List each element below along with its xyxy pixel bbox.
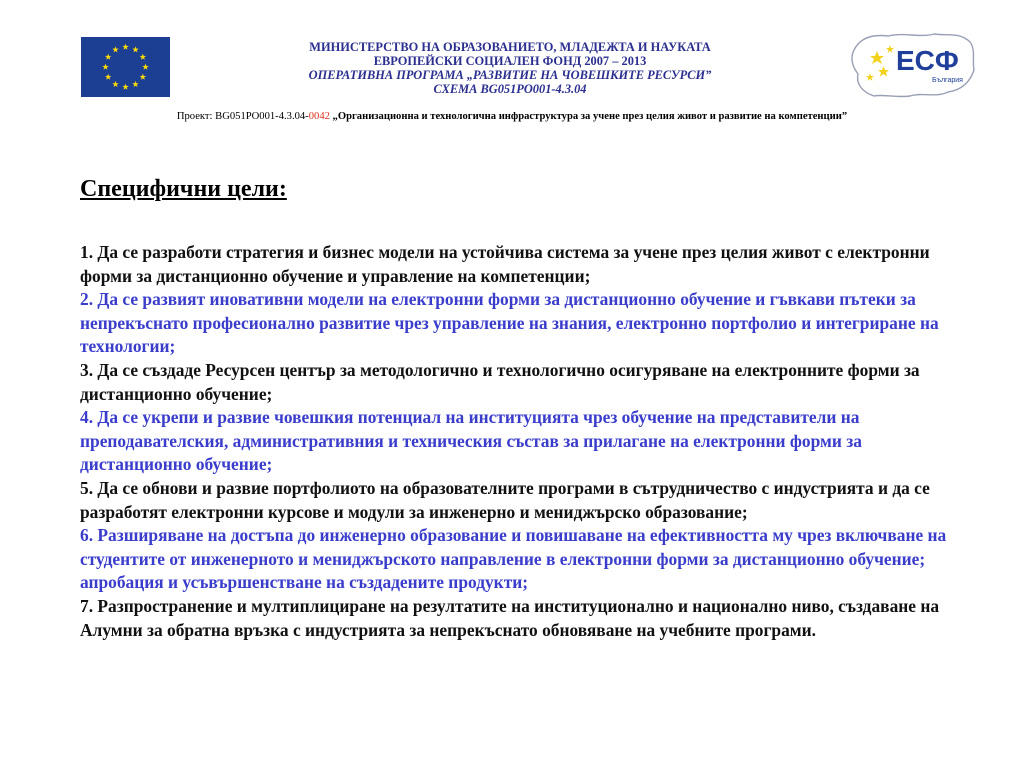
eu-stars-ring [81, 37, 170, 97]
esf-logo-country: България [932, 77, 963, 84]
header-block [200, 40, 820, 96]
project-title: „Организационна и технологична инфраструктура за учене през целия живот и развитие на компетенции” [329, 111, 848, 122]
eu-star-icon [122, 44, 128, 50]
goal-item-7: 7. Разпространение и мултиплициране на резултатите на институционално и национално ниво, създаване на Алумни за обратна връзка с индустрията за непрекъснато обновяване на учебните програми. [80, 595, 940, 640]
header-ministry: МИНИСТЕРСТВО НА ОБРАЗОВАНИЕТО, МЛАДЕЖТА И НАУКАТА [309, 40, 711, 54]
eu-star-icon [102, 64, 108, 70]
goal-item-3: 3. Да се създаде Ресурсен център за методологично и технологично осигуряване на електронните форми за дистанционно обучение; [80, 359, 920, 404]
header-scheme: СХЕМА BG051PO001-4.3.04 [433, 82, 587, 96]
header-programme: ОПЕРАТИВНА ПРОГРАМА „РАЗВИТИЕ НА ЧОВЕШКИТЕ РЕСУРСИ” [308, 68, 712, 82]
eu-flag-icon [81, 37, 170, 97]
esf-bulgaria-logo [848, 28, 978, 100]
goal-item-2: 2. Да се развият иновативни модели на електронни форми за дистанционно обучение и гъвкави пътеки за непрекъснато професионално развитие чрез управление на знания, електронно портфолио и интегриране на технологии; [80, 289, 939, 357]
eu-star-icon [132, 46, 138, 52]
goals-list [80, 241, 960, 642]
project-number: 0042 [308, 111, 330, 122]
eu-star-icon [112, 46, 118, 52]
eu-star-icon [122, 84, 128, 90]
project-line [40, 111, 984, 122]
esf-logo-text: ЕСФ [896, 45, 959, 76]
goal-item-6: 6. Разширяване на достъпа до инженерно образование и повишаване на ефективността му чрез включване на студентите от инженерното и мениджърското направление в електронни форми за дистанционно обучение; апробация и усъвършенстване на създадените продукти; [80, 525, 947, 593]
goal-item-5: 5. Да се обнови и развие портфолиото на образователните програми в сътрудничество с индустрията и да се разработят електронни курсове и модули за инженерно и мениджърско образование; [80, 477, 930, 522]
goal-item-4: 4. Да се укрепи и развие човешкия потенциал на институцията чрез обучение на представители на преподавателския, административния и техническия състав за прилагане на електронни форми за дистанционно обучение; [80, 407, 862, 475]
eu-star-icon [140, 74, 146, 80]
eu-star-icon [140, 54, 146, 60]
goal-item-1: 1. Да се разработи стратегия и бизнес модели на устойчива система за учене през целия живот с електронни форми за дистанционно обучение и управление на компетенции; [80, 242, 930, 286]
eu-star-icon [142, 64, 148, 70]
eu-star-icon [112, 81, 118, 87]
project-code: Проект: BG051PO001-4.3.04- [176, 111, 309, 122]
eu-star-icon [132, 81, 138, 87]
eu-star-icon [105, 54, 111, 60]
eu-star-icon [105, 74, 111, 80]
section-title: Специфични цели: [80, 176, 287, 202]
header-esf: ЕВРОПЕЙСКИ СОЦИАЛЕН ФОНД 2007 – 2013 [373, 54, 647, 68]
